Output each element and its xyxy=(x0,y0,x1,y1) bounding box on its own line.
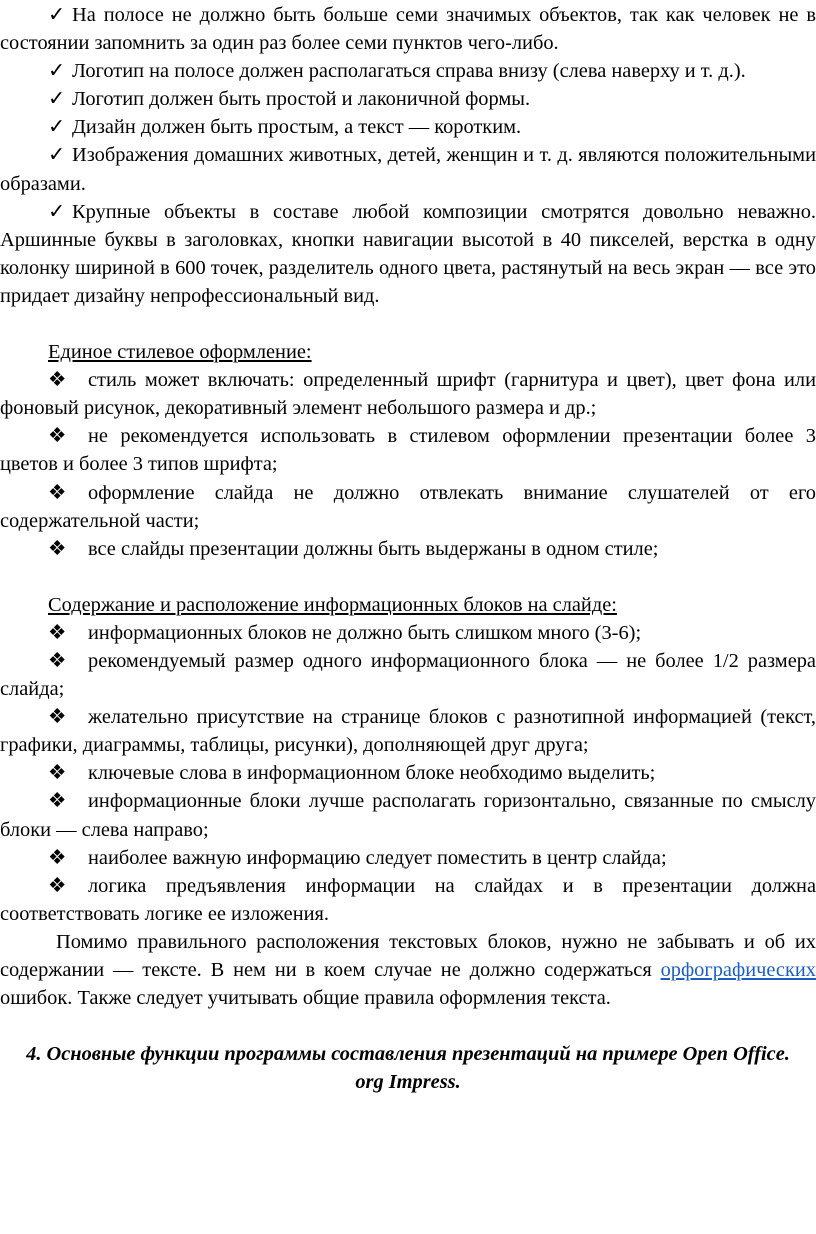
list-item-text: информационные блоки лучше располагать горизонтально, связанные по смыслу блоки — слева направо; xyxy=(0,790,816,841)
list-item xyxy=(0,844,816,872)
diamond-bullet-icon: ❖ xyxy=(48,425,67,448)
section-title: 4. Основные функции программы составления презентаций на примере Open Office. org Impress. xyxy=(26,1043,790,1094)
blocks-heading xyxy=(0,591,816,619)
diamond-bullet-icon: ❖ xyxy=(48,706,67,729)
list-item-text: наиболее важную информацию следует поместить в центр слайда; xyxy=(88,846,667,869)
list-item-text: желательно присутствие на странице блоков с разнотипной информацией (текст, графики, диаграммы, таблицы, рисунки), дополняющей друг друга; xyxy=(0,706,816,757)
list-item xyxy=(0,759,816,787)
blank-line xyxy=(0,563,816,591)
list-item xyxy=(0,366,816,422)
diamond-bullet-icon: ❖ xyxy=(48,537,67,560)
blocks-list xyxy=(0,619,816,928)
check-item xyxy=(0,57,816,85)
list-item-text: информационных блоков не должно быть слишком много (3-6); xyxy=(88,621,642,644)
list-item-text: все слайды презентации должны быть выдержаны в одном стиле; xyxy=(88,537,659,560)
diamond-bullet-icon: ❖ xyxy=(48,790,67,813)
check-item-text: Крупные объекты в составе любой композиции смотрятся довольно неважно. Аршинные буквы в заголовках, кнопки навигации высотой в 40 пикселей, верстка в одну колонку шириной в 600 точек, разделитель одного цвета, растянутый на весь экран — все это придает дизайну непрофессиональный вид. xyxy=(0,200,816,307)
list-item xyxy=(0,422,816,478)
style-heading xyxy=(0,338,816,366)
diamond-bullet-icon: ❖ xyxy=(48,621,67,644)
check-item-text: Логотип должен быть простой и лаконичной формы. xyxy=(72,88,531,111)
checkmark-icon: ✓ xyxy=(48,200,66,223)
list-item-text: оформление слайда не должно отвлекать внимание слушателей от его содержательной части; xyxy=(0,481,816,532)
check-item xyxy=(0,141,816,197)
diamond-bullet-icon: ❖ xyxy=(48,649,67,672)
diamond-bullet-icon: ❖ xyxy=(48,874,67,897)
style-heading-text: Единое стилевое оформление: xyxy=(48,341,312,364)
list-item xyxy=(0,479,816,535)
list-item-text: рекомендуемый размер одного информационного блока — не более 1/2 размера слайда; xyxy=(0,649,816,701)
check-item xyxy=(0,198,816,310)
list-item xyxy=(0,703,816,759)
check-item xyxy=(0,85,816,113)
list-item-text: логика предъявления информации на слайдах и в презентации должна соответствовать логике ее изложения. xyxy=(0,874,816,925)
blocks-heading-text: Содержание и расположение информационных блоков на слайде: xyxy=(48,593,617,616)
blank-line xyxy=(0,310,816,338)
check-item-text: Дизайн должен быть простым, а текст — коротким. xyxy=(72,116,522,139)
list-item xyxy=(0,619,816,647)
diamond-bullet-icon: ❖ xyxy=(48,762,67,785)
diamond-bullet-icon: ❖ xyxy=(48,846,67,869)
closing-paragraph xyxy=(0,928,816,1012)
list-item xyxy=(0,872,816,928)
checkmark-icon: ✓ xyxy=(48,144,66,167)
list-item xyxy=(0,647,816,703)
check-item-text: Логотип на полосе должен располагаться справа внизу (слева наверху и т. д.). xyxy=(72,60,746,83)
check-item-text: На полосе не должно быть больше семи значимых объектов, так как человек не в состоянии запомнить за один раз более семи пунктов чего-либо. xyxy=(0,4,816,55)
list-item xyxy=(0,535,816,563)
list-item-text: ключевые слова в информационном блоке необходимо выделить; xyxy=(88,762,656,785)
spelling-link[interactable]: орфографических xyxy=(660,959,816,981)
checkmark-icon: ✓ xyxy=(48,60,66,83)
diamond-bullet-icon: ❖ xyxy=(48,369,67,392)
diamond-bullet-icon: ❖ xyxy=(48,481,67,504)
check-item xyxy=(0,1,816,57)
list-item-text: не рекомендуется использовать в стилевом оформлении презентации более 3 цветов и более 3 типов шрифта; xyxy=(0,425,816,476)
check-list xyxy=(0,1,816,310)
check-item-text: Изображения домашних животных, детей, женщин и т. д. являются положительными образами. xyxy=(0,144,816,195)
list-item xyxy=(0,787,816,843)
check-item xyxy=(0,113,816,141)
style-list xyxy=(0,366,816,563)
checkmark-icon: ✓ xyxy=(48,116,66,139)
checkmark-icon: ✓ xyxy=(48,88,66,111)
closing-text-end: ошибок. Также следует учитывать общие правила оформления текста. xyxy=(0,987,611,1010)
list-item-text: стиль может включать: определенный шрифт (гарнитура и цвет), цвет фона или фоновый рисунок, декоративный элемент небольшого размера и др.; xyxy=(0,369,816,420)
closing-text-start: Помимо правильного расположения текстовых блоков, нужно не забывать и об их содержании — тексте. В нем ни в коем случае не должно содержаться xyxy=(0,930,816,981)
checkmark-icon: ✓ xyxy=(48,4,66,26)
